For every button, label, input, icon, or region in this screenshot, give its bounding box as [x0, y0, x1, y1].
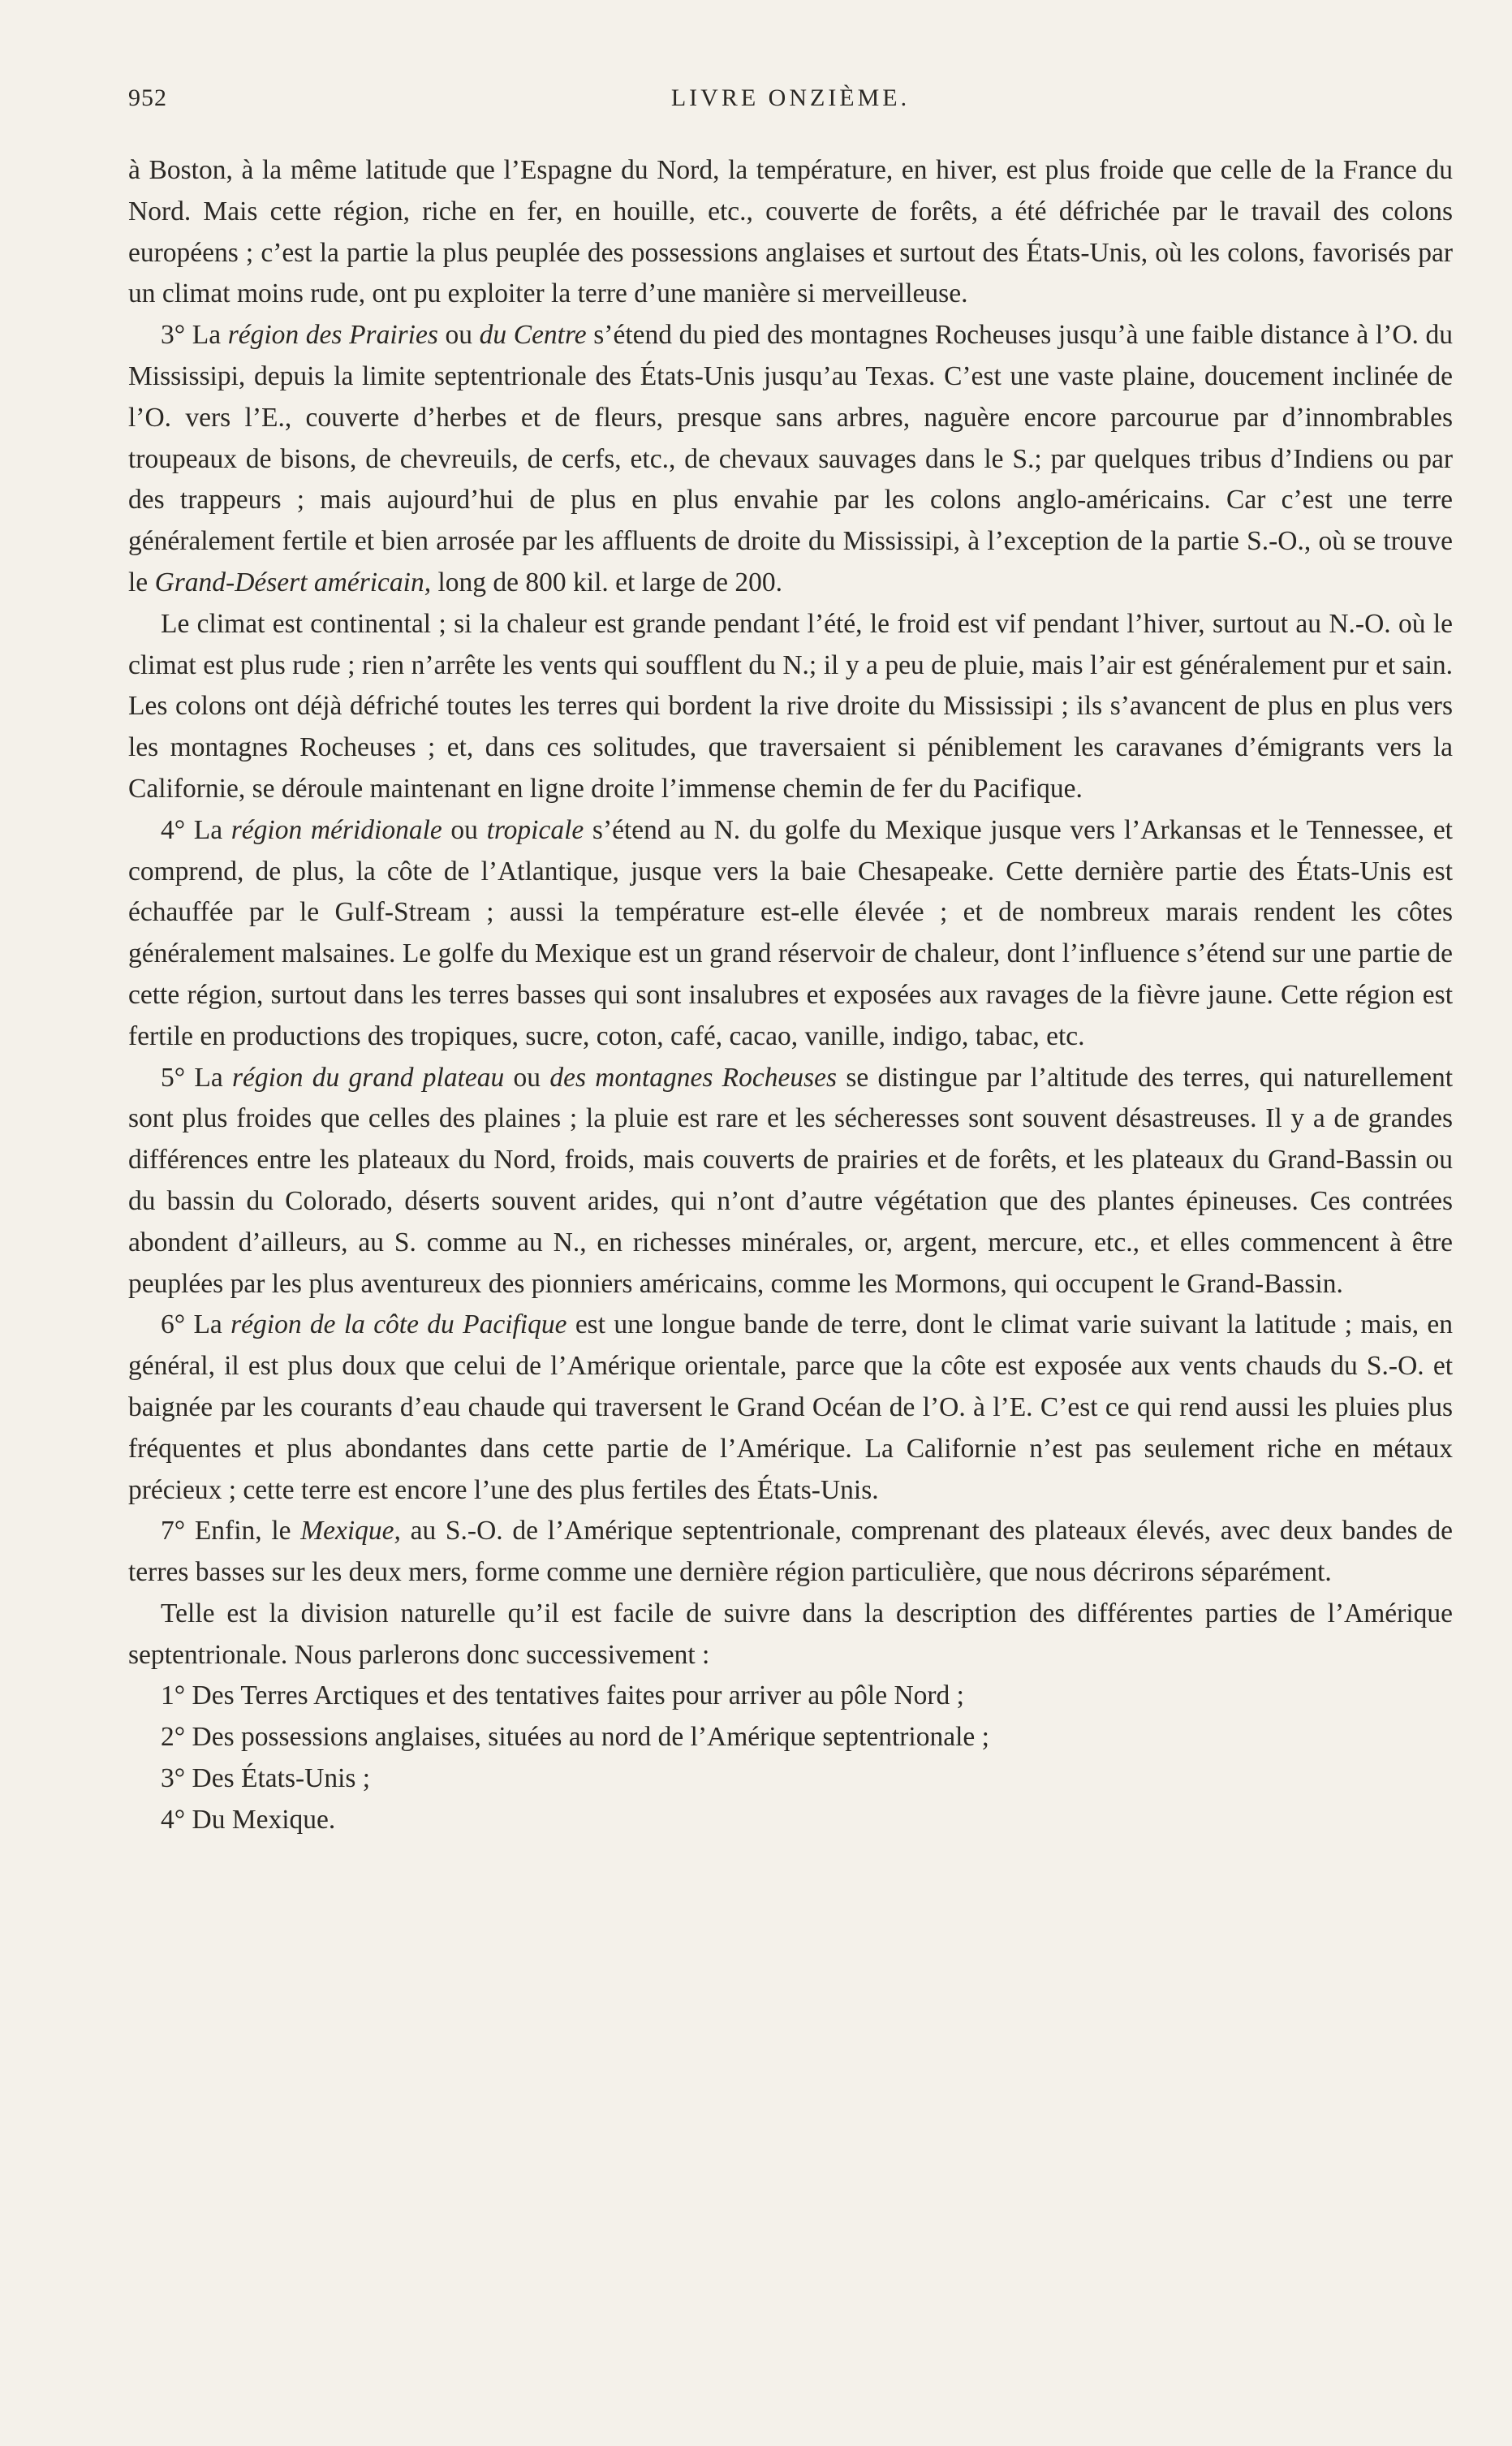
- list-item: 4° Du Mexique.: [161, 1804, 336, 1835]
- text-run: 4° La: [161, 814, 231, 845]
- page-header: [128, 84, 1453, 122]
- list-item: 1° Des Terres Arctiques et des tentatives faites pour arriver au pôle Nord ;: [161, 1680, 964, 1711]
- italic-term: Mexique,: [300, 1516, 401, 1547]
- text-run: se distingue par l’altitude des terres, qui naturellement sont plus froides que celles des plaines ; la pluie est rare et les sécheresses sont souvent désastreuses. Il y a de grandes différences entre les plateaux du Nord, froids, mais couverts de prairies et de forêts, et les plateaux du Grand-Bassin ou du bassin du Colorado, déserts souvent arides, qui n’ont d’autre végétation que des plantes épineuses. Ces contrées abondent d’ailleurs, au S. comme au N., en richesses minérales, or, argent, mercure, etc., et elles commencent à être peuplées par les plus aventureux des pionniers américains, comme les Mormons, qui occupent le Grand-Bassin.: [128, 1062, 1454, 1299]
- paragraph-mexique: [128, 1511, 1453, 1594]
- list-item: 3° Des États-Unis ;: [161, 1763, 371, 1794]
- text-run: s’étend au N. du golfe du Mexique jusque vers l’Arkansas et le Tennessee, et comprend, de plus, la côte de l’Atlantique, jusque vers la baie Chesapeake. Cette dernière partie des États-Unis est échauffée par le Gulf-Stream ; aussi la température est-elle élevée ; et de nombreux marais rendent les côtes généralement malsaines. Le golfe du Mexique est un grand réservoir de chaleur, dont l’influence s’étend sur une partie de cette région, surtout dans les terres basses qui sont insalubres et exposées aux ravages de la fièvre jaune. Cette région est fertile en productions des tropiques, sucre, coton, café, cacao, vanille, indigo, tabac, etc.: [128, 814, 1453, 1051]
- paragraph-region-meridionale: [128, 810, 1453, 1058]
- list-item: 2° Des possessions anglaises, situées au nord de l’Amérique septentrionale ;: [161, 1722, 989, 1753]
- text-run: ou: [437, 320, 480, 351]
- paragraph-region-prairies: [128, 315, 1453, 604]
- italic-term: tropicale: [486, 814, 584, 845]
- italic-term: région méridionale: [230, 814, 442, 845]
- italic-term: région du grand plateau: [232, 1062, 505, 1093]
- text-run: 6° La: [161, 1309, 231, 1340]
- italic-term: région des Prairies: [227, 320, 438, 351]
- italic-term: région de la côte du Pacifique: [230, 1309, 567, 1340]
- italic-term: Grand-Désert américain,: [154, 567, 432, 597]
- paragraph-continuation: à Boston, à la même latitude que l’Espagne du Nord, la température, en hiver, est plus froide que celle de la France du Nord. Mais cette région, riche en fer, en houille, etc., couverte de forêts, a été défrichée par le travail des colons européens ; c’est la partie la plus peuplée des possessions anglaises et surtout des États-Unis, où les colons, favorisés par un climat moins rude, ont pu exploiter la terre d’une manière si merveilleuse.: [128, 155, 1453, 309]
- text-run: 5° La: [161, 1062, 233, 1093]
- italic-term: des montagnes Rocheuses: [549, 1062, 838, 1093]
- page-number: 952: [128, 84, 167, 111]
- text-run: au S.-O. de l’Amérique septentrionale, comprenant des plateaux élevés, avec deux bandes de terres basses sur les deux mers, forme comme une dernière région particulière, que nous décrirons séparément.: [128, 1516, 1453, 1588]
- text-run: s’étend du pied des montagnes Rocheuses jusqu’à une faible distance à l’O. du Mississipi, depuis la limite septentrionale des États-Unis jusqu’au Texas. C’est une vaste plaine, doucement inclinée de l’O. vers l’E., couverte d’herbes et de fleurs, presque sans arbres, naguère encore parcourue par d’innombrables troupeaux de bisons, de chevreuils, de cerfs, etc., de chevaux sauvages dans le S.; par quelques tribus d’Indiens ou par des trappeurs ; mais aujourd’hui de plus en plus envahie par les colons anglo-américains. Car c’est une terre généralement fertile et bien arrosée par les affluents de droite du Mississipi, à l’exception de la partie S.-O., où se trouve le: [128, 320, 1454, 597]
- text-run: 7° Enfin, le: [161, 1516, 301, 1547]
- paragraph-division: Telle est la division naturelle qu’il est facile de suivre dans la description des différentes parties de l’Amérique septentrionale. Nous parlerons donc successivement :: [128, 1598, 1453, 1670]
- paragraph-region-plateau: [128, 1058, 1453, 1305]
- running-head: LIVRE ONZIÈME.: [670, 84, 911, 111]
- text-run: est une longue bande de terre, dont le climat varie suivant la latitude ; mais, en général, il est plus doux que celui de l’Amérique orientale, parce que la côte est exposée aux vents chauds du S.-O. et baignée par les courants d’eau chaude qui traversent le Grand Océan de l’O. à l’E. C’est ce qui rend aussi les pluies plus fréquentes et plus abondantes dans cette partie de l’Amérique. La Californie n’est pas seulement riche en métaux précieux ; cette terre est encore l’une des plus fertiles des États-Unis.: [128, 1309, 1454, 1505]
- text-run: long de 800 kil. et large de 200.: [431, 567, 783, 597]
- italic-term: du Centre: [479, 320, 587, 351]
- paragraph-climate: Le climat est continental ; si la chaleur est grande pendant l’été, le froid est vif pendant l’hiver, surtout au N.-O. où le climat est plus rude ; rien n’arrête les vents qui soufflent du N.; il y a peu de pluie, mais l’air est généralement pur et sain. Les colons ont déjà défriché toutes les terres qui bordent la rive droite du Mississipi ; ils s’avancent de plus en plus vers les montagnes Rocheuses ; et, dans ces solitudes, que traversaient si péniblement les caravanes d’émigrants vers la Californie, se déroule maintenant en ligne droite l’immense chemin de fer du Pacifique.: [128, 608, 1453, 804]
- text-run: 3° La: [161, 320, 228, 351]
- text-run: ou: [504, 1062, 550, 1093]
- text-run: ou: [442, 814, 487, 845]
- body-text: [128, 150, 1453, 1841]
- paragraph-region-pacifique: [128, 1305, 1453, 1511]
